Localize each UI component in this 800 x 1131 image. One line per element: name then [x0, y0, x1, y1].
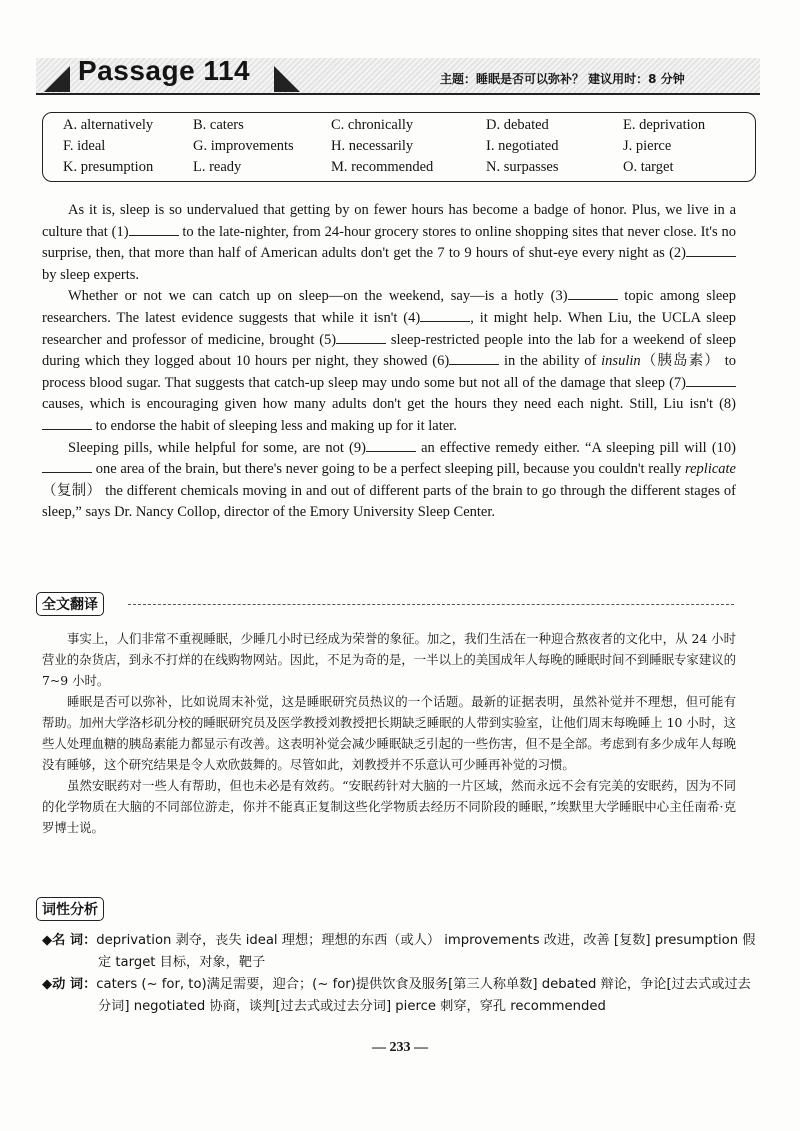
blank-number: (6)	[432, 353, 450, 370]
passage-text: sleep-restricted people into the lab for a weekend of sleep during which they logged about 10 hours per night, they showed	[42, 331, 737, 370]
blank-number: (2)	[669, 245, 686, 262]
word-bank	[42, 112, 756, 182]
passage-text: , it might help. When Liu, the UCLA sleep researcher and professor of medicine, brought	[42, 309, 737, 348]
word-bank-option: L. ready	[193, 159, 242, 175]
word-bank-option: F. ideal	[63, 138, 106, 154]
blank-2[interactable]	[686, 244, 736, 257]
translation-section-label: 全文翻译	[36, 592, 104, 616]
blank-5[interactable]	[336, 331, 386, 344]
blank-1[interactable]	[129, 223, 179, 236]
word-bank-option: E. deprivation	[623, 117, 706, 133]
passage-text: to the late-nighter, from 24-hour grocery stores to online shopping sites that never close. It's no surprise, then, that more than half of American adults don't get the 7 to 9 hours of shut-eye every night as	[42, 223, 736, 262]
term-gloss: （胰岛素）	[640, 353, 720, 370]
italic-term: insulin	[601, 353, 641, 370]
word-bank-option: J. pierce	[623, 138, 672, 154]
passage-paragraph-2	[42, 286, 736, 437]
header-rule	[36, 93, 760, 95]
passage-text: Whether or not we can catch up on sleep—on the weekend, say—is a hotly	[68, 288, 551, 305]
translation-body	[42, 628, 736, 838]
word-bank-option: H. necessarily	[331, 138, 414, 154]
passage-body	[42, 200, 736, 524]
pos-analysis	[42, 930, 758, 1018]
noun-text: deprivation 剥夺，丧失 ideal 理想；理想的东西（或人） improvements 改进，改善 [复数] presumption 假定 target 目标，对象，靶子	[96, 933, 756, 970]
page-number: — 233 —	[372, 1040, 428, 1055]
translation-paragraph: 事实上，人们非常不重视睡眠，少睡几小时已经成为荣誉的象征。加之，我们生活在一种迎合熬夜者的文化中，从 24 小时营业的杂货店，到永不打烊的在线购物网站。因此，不足为奇的是，一半以上的美国成年人每晚的睡眠时间不到睡眠专家建议的 7~9 小时。	[42, 631, 736, 688]
translation-paragraph: 虽然安眠药对一些人有帮助，但也未必是有效药。“安眠药针对大脑的一片区域，然而永远不会有完美的安眠药，因为不同的化学物质在大脑的不同部位游走，你并不能真正复制这些化学物质去经历不同阶段的睡眠，”埃默里大学睡眠中心主任南希·克罗博士说。	[42, 778, 736, 835]
blank-number: (9)	[349, 439, 366, 456]
word-bank-option: O. target	[623, 159, 674, 175]
verb-text: caters (~ for, to)满足需要，迎合；(~ for)提供饮食及服务[第三人称单数] debated 辩论，争论[过去式或过去分词] negotiated 协商，谈判[过去式或过去分词] pierce 刺穿，穿孔 recommended	[96, 977, 751, 1014]
passage-title: Passage 114	[78, 55, 251, 86]
blank-number: (8)	[719, 396, 736, 413]
passage-paragraph-1	[42, 200, 736, 286]
blank-number: (3)	[550, 288, 568, 305]
word-bank-option: D. debated	[486, 117, 549, 133]
noun-label: ◆名 词：	[42, 933, 97, 948]
passage-text: in the ability of	[499, 353, 602, 370]
passage-text: an effective remedy either. “A sleeping pill will	[415, 439, 712, 456]
left-triangle-icon	[44, 66, 70, 92]
word-bank-option: C. chronically	[331, 117, 414, 133]
blank-8[interactable]	[42, 417, 92, 430]
right-triangle-icon	[274, 66, 300, 92]
blank-7[interactable]	[686, 374, 736, 387]
blank-number: (4)	[403, 309, 421, 326]
passage-text: As it is, sleep is so undervalued that getting by on fewer hours has become a badge of honor. Plus, we live in a culture that	[42, 202, 736, 240]
word-bank-option: N. surpasses	[486, 159, 559, 175]
verb-entries	[42, 974, 758, 1018]
word-bank-option: A. alternatively	[63, 117, 154, 133]
word-bank-option: B. caters	[193, 117, 244, 133]
blank-number: (5)	[319, 331, 337, 348]
pos-section-label: 词性分析	[36, 897, 104, 921]
passage-text: the different chemicals moving in and out of different parts of the brain to go through the different stages of sleep,” says Dr. Nancy Collop, director of the Emory University Sleep Center.	[42, 482, 736, 521]
passage-text: one area of the brain, but there's never going to be a perfect sleeping pill, because you couldn't really	[92, 461, 685, 478]
blank-number: (10)	[711, 439, 736, 456]
passage-text: topic among sleep researchers. The latest evidence suggests that while it isn't	[42, 288, 736, 326]
term-gloss: （复制）	[42, 482, 102, 499]
noun-entries	[42, 930, 758, 974]
topic-and-time: 主题：睡眠是否可以弥补？ 建议用时：8 分钟	[440, 72, 685, 86]
word-bank-option: K. presumption	[63, 159, 154, 175]
passage-text: to endorse the habit of sleeping less and making up for it later.	[92, 417, 457, 434]
verb-label: ◆动 词：	[42, 977, 97, 992]
blank-6[interactable]	[449, 352, 499, 365]
section-divider	[128, 604, 734, 605]
word-bank-option: M. recommended	[331, 159, 434, 175]
word-bank-option: I. negotiated	[486, 138, 559, 154]
passage-text: to process blood sugar. That suggests that catch-up sleep may undo some but not all of the damage that sleep	[42, 353, 737, 391]
blank-4[interactable]	[420, 309, 470, 322]
blank-3[interactable]	[568, 287, 618, 300]
blank-9[interactable]	[366, 439, 416, 452]
blank-number: (7)	[669, 374, 686, 391]
passage-text: causes, which is encouraging given how many adults don't get the hours they need each night. Still, Liu isn't	[42, 396, 720, 413]
blank-number: (1)	[111, 223, 129, 240]
blank-10[interactable]	[42, 460, 92, 473]
translation-paragraph: 睡眠是否可以弥补，比如说周末补觉，这是睡眠研究员热议的一个话题。最新的证据表明，虽然补觉并不理想，但可能有帮助。加州大学洛杉矶分校的睡眠研究员及医学教授刘教授把长期缺乏睡眠的人带到实验室，让他们周末每晚睡上 10 小时，这些人处理血糖的胰岛素能力都显示有改善。这表明补觉会减少睡眠缺乏引起的一些伤害，但不是全部。考虑到有多少成年人每晚没有睡够，这个研究结果是令人欢欣鼓舞的。尽管如此，刘教授并不乐意认可少睡再补觉的习惯。	[42, 694, 736, 772]
italic-term: replicate	[685, 461, 736, 478]
word-bank-option: G. improvements	[193, 138, 294, 154]
passage-text: Sleeping pills, while helpful for some, are not	[68, 439, 350, 456]
passage-paragraph-3	[42, 438, 736, 524]
passage-text: by sleep experts.	[42, 266, 140, 283]
